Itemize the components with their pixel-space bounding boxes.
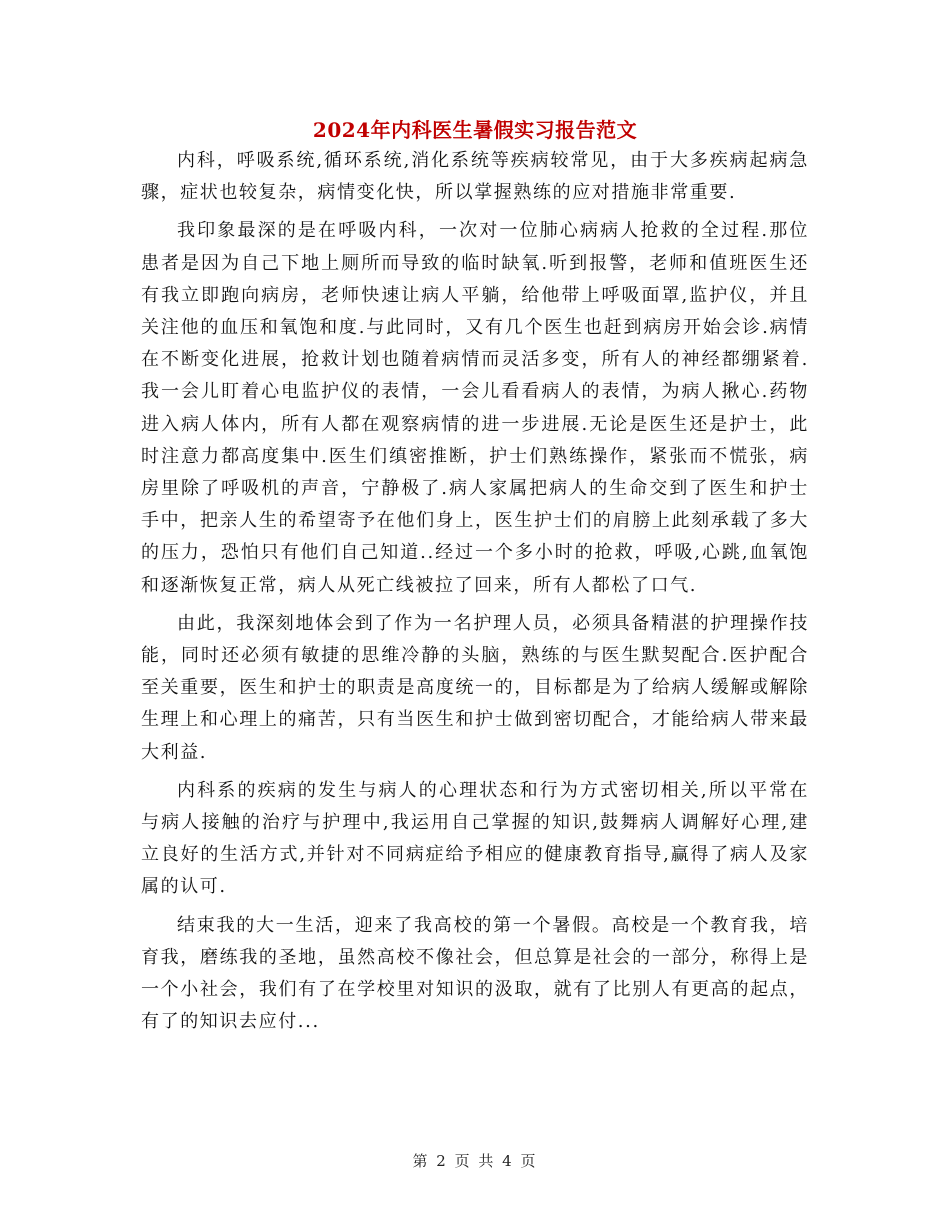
paragraph: 我印象最深的是在呼吸内科，一次对一位肺心病病人抢救的全过程.那位患者是因为自己下地上厕所而导致的临时缺氧.听到报警，老师和值班医生还有我立即跑向病房，老师快速让病人平躺，给他带上呼吸面罩,监护仪，并且关注他的血压和氧饱和度.与此同时，又有几个医生也赶到病房开始会诊.病情在不断变化进展，抢救计划也随着病情而灵活多变，所有人的神经都绷紧着.我一会儿盯着心电监护仪的表情，一会儿看看病人的表情，为病人揪心.药物进入病人体内，所有人都在观察病情的进一步进展.无论是医生还是护士，此时注意力都高度集中.医生们缜密推断，护士们熟练操作，紧张而不慌张，病房里除了呼吸机的声音，宁静极了.病人家属把病人的生命交到了医生和护士手中，把亲人生的希望寄予在他们身上，医生护士们的肩膀上此刻承载了多大的压力，恐怕只有他们自己知道..经过一个多小时的抢救，呼吸,心跳,血氧饱和逐渐恢复正常，病人从死亡线被拉了回来，所有人都松了口气.	[141, 220, 809, 596]
page-title: 2024年内科医生暑假实习报告范文	[312, 118, 638, 142]
paragraph: 内科系的疾病的发生与病人的心理状态和行为方式密切相关,所以平常在与病人接触的治疗与护理中,我运用自己掌握的知识,鼓舞病人调解好心理,建立良好的生活方式,并针对不同病症给予相应的健康教育指导,赢得了病人及家属的认可.	[141, 779, 809, 898]
page-footer: 第 2 页 共 4 页	[412, 1152, 538, 1170]
document-body	[141, 145, 809, 1044]
paragraph: 结束我的大一生活，迎来了我高校的第一个暑假。高校是一个教育我，培育我，磨练我的圣地，虽然高校不像社会，但总算是社会的一部分，称得上是一个小社会，我们有了在学校里对知识的汲取，就有了比别人有更高的起点，有了的知识去应付...	[141, 914, 809, 1033]
paragraph: 由此，我深刻地体会到了作为一名护理人员，必须具备精湛的护理操作技能，同时还必须有敏捷的思维冷静的头脑，熟练的与医生默契配合.医护配合至关重要，医生和护士的职责是高度统一的，目标都是为了给病人缓解或解除生理上和心理上的痛苦，只有当医生和护士做到密切配合，才能给病人带来最大利益.	[141, 612, 809, 763]
paragraph: 内科，呼吸系统,循环系统,消化系统等疾病较常见，由于大多疾病起病急骤，症状也较复杂，病情变化快，所以掌握熟练的应对措施非常重要.	[141, 150, 809, 204]
